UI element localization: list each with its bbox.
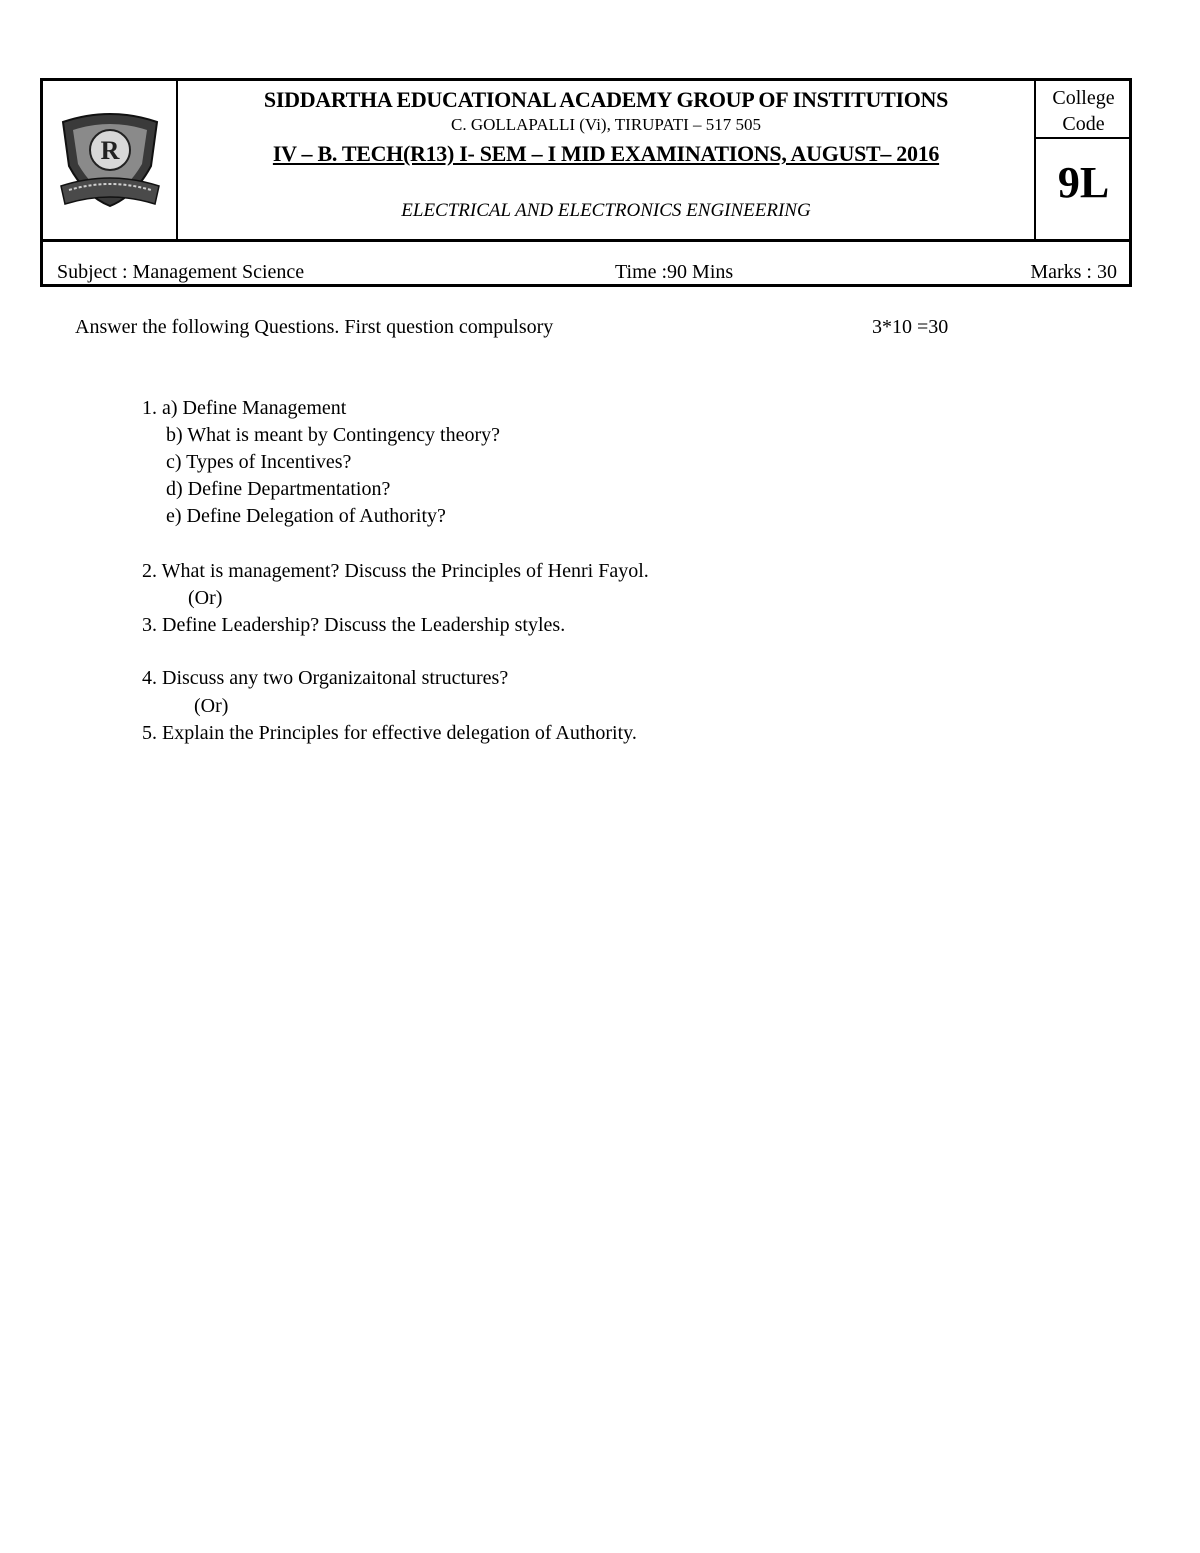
or-separator: (Or) bbox=[194, 695, 229, 717]
logo-letter: R bbox=[100, 135, 119, 165]
question-1c: c) Types of Incentives? bbox=[166, 451, 352, 473]
subject-label: Subject : Management Science bbox=[57, 261, 305, 283]
college-code-cell bbox=[1034, 81, 1131, 239]
exam-title: IV – B. TECH(R13) I- SEM – I MID EXAMINATIONS, AUGUST– 2016 bbox=[272, 141, 940, 166]
college-code-label-line2: Code bbox=[1062, 113, 1105, 135]
college-logo bbox=[55, 108, 165, 213]
department-name: ELECTRICAL AND ELECTRONICS ENGINEERING bbox=[401, 200, 811, 221]
college-code-label-line1: College bbox=[1052, 87, 1115, 109]
question-2: 2. What is management? Discuss the Principles of Henri Fayol. bbox=[142, 560, 649, 582]
question-4: 4. Discuss any two Organizaitonal structures? bbox=[142, 667, 509, 689]
subject-row bbox=[43, 239, 1129, 284]
question-5: 5. Explain the Principles for effective delegation of Authority. bbox=[142, 722, 637, 744]
marks-scheme: 3*10 =30 bbox=[872, 316, 949, 338]
question-1d: d) Define Departmentation? bbox=[166, 478, 391, 500]
exam-header bbox=[40, 78, 1132, 287]
title-cell bbox=[178, 81, 1034, 239]
instructions-text: Answer the following Questions. First question compulsory bbox=[75, 316, 554, 338]
or-separator: (Or) bbox=[188, 587, 223, 609]
question-1a: 1. a) Define Management bbox=[142, 397, 347, 419]
logo-cell bbox=[43, 81, 178, 239]
institution-name: SIDDARTHA EDUCATIONAL ACADEMY GROUP OF INSTITUTIONS bbox=[263, 87, 949, 112]
institution-address: C. GOLLAPALLI (Vi), TIRUPATI – 517 505 bbox=[450, 115, 762, 134]
time-label: Time :90 Mins bbox=[615, 261, 734, 283]
marks-label: Marks : 30 bbox=[1030, 261, 1117, 283]
question-1e: e) Define Delegation of Authority? bbox=[166, 505, 446, 527]
college-code-label bbox=[1036, 81, 1131, 139]
question-3: 3. Define Leadership? Discuss the Leadership styles. bbox=[142, 614, 566, 636]
question-1b: b) What is meant by Contingency theory? bbox=[166, 424, 500, 446]
college-code-value: 9L bbox=[1057, 158, 1110, 207]
